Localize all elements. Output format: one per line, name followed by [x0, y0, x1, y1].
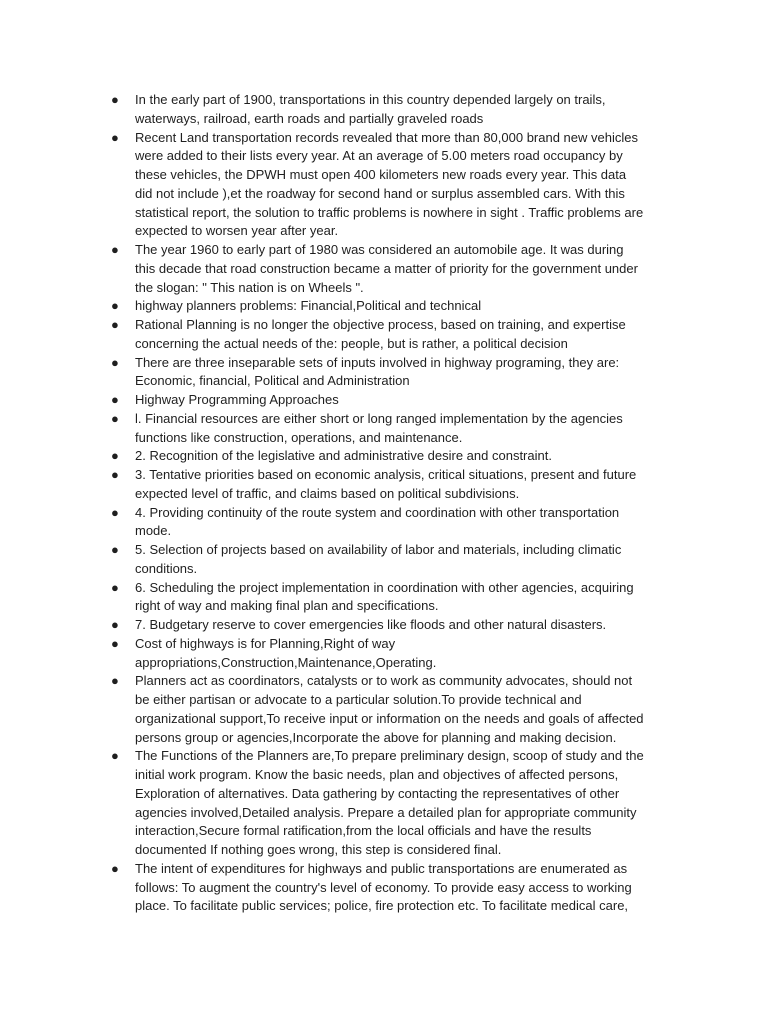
- list-item-text-line: follows: To augment the country's level of economy. To provide easy access to working: [135, 879, 632, 895]
- list-item-text-line: concerning the actual needs of the: people, but is rather, a political decision: [135, 335, 568, 351]
- bullet-list: [108, 91, 688, 916]
- list-item-text-line: statistical report, the solution to traffic problems is nowhere in sight . Traffic problems are: [135, 204, 644, 220]
- bullet-marker: ●: [111, 298, 119, 314]
- list-item-text-line: were added to their lists every year. At an average of 5.00 meters road occupancy by: [135, 148, 623, 164]
- bullet-marker: ●: [111, 448, 119, 464]
- list-item-text-line: mode.: [135, 523, 172, 539]
- bullet-marker: ●: [111, 392, 119, 407]
- list-item-text-line: conditions.: [135, 560, 198, 576]
- bullet-marker: ●: [111, 673, 119, 689]
- list-item-text-line: appropriations,Construction,Maintenance,Operating.: [135, 654, 437, 670]
- list-item-text-line: did not include ),et the roadway for second hand or surplus assembled cars. With this: [135, 185, 625, 201]
- bullet-marker: ●: [111, 504, 119, 520]
- list-item: [108, 616, 688, 635]
- list-item-text-line: The year 1960 to early part of 1980 was considered an automobile age. It was during: [135, 242, 624, 257]
- list-item-text-line: expected level of traffic, and claims based on political subdivisions.: [135, 485, 520, 501]
- bullet-marker: ●: [111, 467, 119, 482]
- list-item: [108, 391, 688, 410]
- list-item-text-line: interaction,Secure formal ratification,from the local officials and have the results: [135, 823, 592, 839]
- list-item: [108, 504, 688, 542]
- list-item-text-line: There are three inseparable sets of inputs involved in highway programing, they are:: [135, 354, 620, 370]
- list-item-text-line: be either partisan or advocate to a particular solution.To provide technical and: [135, 692, 582, 707]
- list-item: [108, 672, 688, 747]
- list-item-text-line: waterways, railroad, earth roads and partially graveled roads: [135, 110, 484, 126]
- bullet-marker: ●: [111, 354, 119, 370]
- list-item-text-line: Cost of highways is for Planning,Right of way: [135, 635, 396, 651]
- list-item: [108, 747, 688, 860]
- list-item-text-line: In the early part of 1900, transportations in this country depended largely on trails,: [135, 92, 606, 107]
- list-item-text-line: Highway Programming Approaches: [135, 392, 339, 407]
- list-item-text-line: 4. Providing continuity of the route system and coordination with other transportation: [135, 504, 620, 520]
- list-item: [108, 241, 688, 297]
- bullet-marker: ●: [111, 617, 119, 632]
- list-item-text-line: The Functions of the Planners are,To prepare preliminary design, scoop of study and the: [135, 748, 644, 764]
- list-item: [108, 860, 688, 916]
- list-item-text-line: Exploration of alternatives. Data gathering by contacting the representatives of other: [135, 785, 620, 801]
- list-item-text-line: l. Financial resources are either short or long ranged implementation by the agencies: [135, 410, 623, 426]
- bullet-marker: ●: [111, 748, 119, 764]
- list-item-text-line: right of way and making final plan and specifications.: [135, 598, 439, 614]
- list-item: [108, 579, 688, 617]
- list-item: [108, 316, 688, 354]
- list-item-text-line: agencies involved,Detailed analysis. Prepare a detailed plan for appropriate community: [135, 804, 637, 820]
- list-item: [108, 354, 688, 392]
- list-item-text-line: 7. Budgetary reserve to cover emergencies like floods and other natural disasters.: [135, 617, 607, 632]
- list-item-text-line: documented If nothing goes wrong, this step is considered final.: [135, 842, 502, 857]
- list-item-text-line: these vehicles, the DPWH must open 400 kilometers new roads every year. This data: [135, 167, 627, 182]
- list-item-text-line: highway planners problems: Financial,Political and technical: [135, 298, 482, 314]
- list-item: [108, 447, 688, 466]
- list-item: [108, 466, 688, 504]
- list-item-text-line: 3. Tentative priorities based on economic analysis, critical situations, present and future: [135, 467, 637, 482]
- list-item-text-line: initial work program. Know the basic needs, plan and objectives of affected persons,: [135, 767, 619, 782]
- bullet-marker: ●: [111, 635, 119, 651]
- list-item: [108, 410, 688, 448]
- bullet-marker: ●: [111, 317, 119, 332]
- list-item-text-line: The intent of expenditures for highways and public transportations are enumerated as: [135, 860, 628, 876]
- list-item-text-line: 2. Recognition of the legislative and administrative desire and constraint.: [135, 448, 552, 464]
- list-item: [108, 129, 688, 242]
- list-item-text-line: functions like construction, operations, and maintenance.: [135, 429, 463, 445]
- list-item-text-line: place. To facilitate public services; police, fire protection etc. To facilitate medical care,: [135, 898, 629, 914]
- list-item-text-line: Recent Land transportation records revealed that more than 80,000 brand new vehicles: [135, 129, 638, 145]
- list-item: [108, 635, 688, 673]
- bullet-marker: ●: [111, 579, 119, 595]
- list-item: [108, 91, 688, 129]
- bullet-marker: ●: [111, 242, 119, 257]
- bullet-marker: ●: [111, 129, 119, 145]
- list-item-text-line: Rational Planning is no longer the objective process, based on training, and expertise: [135, 317, 626, 332]
- list-item-text-line: the slogan: " This nation is on Wheels ".: [135, 279, 364, 295]
- list-item-text-line: this decade that road construction became a matter of priority for the government under: [135, 260, 638, 276]
- list-item-text-line: Economic, financial, Political and Administration: [135, 373, 410, 389]
- list-item: [108, 541, 688, 579]
- list-item-text-line: 6. Scheduling the project implementation in coordination with other agencies, acquiring: [135, 579, 634, 595]
- bullet-marker: ●: [111, 92, 119, 107]
- list-item-text-line: expected to worsen year after year.: [135, 223, 339, 239]
- bullet-marker: ●: [111, 410, 119, 426]
- bullet-marker: ●: [111, 542, 119, 557]
- list-item: [108, 297, 688, 316]
- list-item-text-line: Planners act as coordinators, catalysts or to work as community advocates, should not: [135, 673, 633, 689]
- list-item-text-line: organizational support,To receive input or information on the needs and goals of affected: [135, 710, 644, 726]
- bullet-marker: ●: [111, 860, 119, 876]
- list-item-text-line: persons group or agencies,Incorporate the above for planning and making decision.: [135, 729, 617, 745]
- list-item-text-line: 5. Selection of projects based on availability of labor and materials, including climatic: [135, 542, 622, 557]
